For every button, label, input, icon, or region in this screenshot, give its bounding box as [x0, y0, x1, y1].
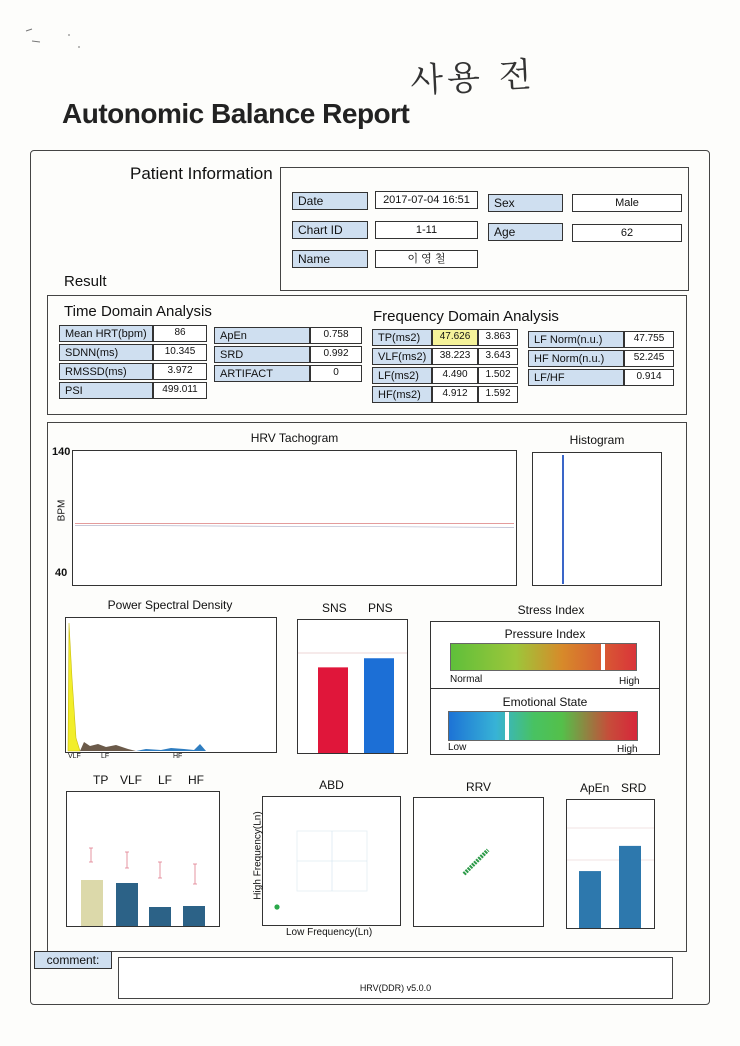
fd2-label-0: LF Norm(n.u.): [528, 331, 624, 348]
pressure-bar: [450, 643, 637, 671]
handwritten-note: 사용 전: [409, 54, 537, 102]
abd-xlabel: Low Frequency(Ln): [286, 927, 373, 938]
emotional-low-label: Low: [448, 742, 467, 753]
version-text: HRV(DDR) v5.0.0: [359, 983, 432, 993]
abd-chart: [262, 796, 401, 926]
tp-bar: [81, 880, 103, 926]
fd-label-3: HF(ms2): [372, 386, 432, 403]
td2-label-1: SRD: [214, 346, 310, 363]
band-bars-chart: [66, 791, 220, 927]
fd-value-0: 47.626: [432, 329, 478, 346]
fd-label-0: TP(ms2): [372, 329, 432, 346]
pns-bar: [364, 658, 394, 753]
result-heading: Result: [64, 273, 107, 290]
vlf-bar: [116, 883, 138, 926]
psd-hf-area: [136, 744, 206, 751]
td2-label-2: ARTIFACT: [214, 365, 310, 382]
sns-bar: [318, 667, 348, 753]
fd-value2-0: 3.863: [478, 329, 518, 346]
comment-label: comment:: [34, 951, 112, 969]
tachogram-ylabel: BPM: [56, 499, 68, 522]
age-value: 62: [572, 224, 682, 242]
date-value: 2017-07-04 16:51: [375, 191, 478, 209]
lf-error-bar: [158, 862, 162, 878]
tachogram-svg: [73, 451, 516, 585]
rrv-title: RRV: [465, 780, 492, 794]
tachogram-chart: [72, 450, 517, 586]
sex-value: Male: [572, 194, 682, 212]
pns-label: PNS: [368, 601, 393, 615]
td-value-0: 86: [153, 325, 207, 342]
pressure-high-label: High: [619, 676, 640, 687]
hf-bar: [183, 906, 205, 926]
fd-label-1: VLF(ms2): [372, 348, 432, 365]
frequency-domain-heading: Frequency Domain Analysis: [373, 308, 559, 325]
vlf-error-bar: [125, 852, 129, 868]
rrv-svg: [414, 798, 543, 926]
bars-hf-label: HF: [188, 773, 204, 787]
band-bars-svg: [67, 792, 219, 926]
report-title: Autonomic Balance Report: [62, 98, 410, 129]
date-label: Date: [292, 192, 368, 210]
rrv-scatter: [464, 850, 488, 874]
abd-point: [274, 904, 279, 909]
fd2-value-1: 52.245: [624, 350, 674, 367]
time-domain-heading: Time Domain Analysis: [64, 303, 212, 320]
td2-value-0: 0.758: [310, 327, 362, 344]
tachogram-ymin: 40: [55, 567, 68, 579]
fd2-value-0: 47.755: [624, 331, 674, 348]
apen-bar: [579, 871, 601, 928]
emotional-high-label: High: [617, 744, 638, 755]
patient-info-heading: Patient Information: [130, 164, 273, 183]
chart-id-value: 1-11: [375, 221, 478, 239]
histogram-title: Histogram: [569, 433, 625, 447]
hf-error-bar: [193, 864, 197, 884]
td-label-2: RMSSD(ms): [59, 363, 153, 380]
td-value-2: 3.972: [153, 363, 207, 380]
sns-pns-chart: [297, 619, 408, 754]
rrv-chart: [413, 797, 544, 927]
apen-label: ApEn: [580, 781, 610, 795]
stress-title: Stress Index: [517, 603, 585, 617]
td2-label-0: ApEn: [214, 327, 310, 344]
histogram-svg: [533, 453, 661, 585]
emotional-marker: [505, 712, 509, 740]
psd-lf-label: LF: [101, 753, 110, 760]
tachogram-ymax: 140: [52, 446, 71, 458]
pressure-normal-label: Normal: [450, 674, 483, 685]
pressure-marker: [601, 644, 605, 670]
emotional-title: Emotional State: [502, 695, 588, 709]
abd-svg: [263, 797, 400, 925]
name-label: Name: [292, 250, 368, 268]
tachogram-title: HRV Tachogram: [250, 431, 339, 445]
fd-value-2: 4.490: [432, 367, 478, 384]
tachogram-line-2: [75, 525, 514, 527]
fd-value-3: 4.912: [432, 386, 478, 403]
sns-pns-svg: [298, 620, 407, 753]
td-value-1: 10.345: [153, 344, 207, 361]
apen-srd-chart: [566, 799, 655, 929]
chart-id-label: Chart ID: [292, 221, 368, 239]
psd-title: Power Spectral Density: [107, 598, 233, 612]
td2-value-1: 0.992: [310, 346, 362, 363]
fd-value2-3: 1.592: [478, 386, 518, 403]
psd-hf-label: HF: [173, 753, 183, 760]
psd-vlf-area: [68, 623, 80, 751]
histogram-chart: [532, 452, 662, 586]
age-label: Age: [488, 223, 563, 241]
fd2-label-2: LF/HF: [528, 369, 624, 386]
psd-lf-area: [80, 742, 136, 751]
scribble-marks: [20, 25, 90, 55]
sns-label: SNS: [322, 601, 347, 615]
fd2-value-2: 0.914: [624, 369, 674, 386]
tp-error-bar: [89, 848, 93, 862]
emotional-bar: [448, 711, 638, 741]
fd-value2-2: 1.502: [478, 367, 518, 384]
td-label-0: Mean HRT(bpm): [59, 325, 153, 342]
fd2-label-1: HF Norm(n.u.): [528, 350, 624, 367]
abd-title: ABD: [319, 778, 344, 792]
sex-label: Sex: [488, 194, 563, 212]
name-value: 이 영 철: [375, 250, 478, 268]
bars-lf-label: LF: [158, 773, 173, 787]
srd-bar: [619, 846, 641, 928]
td2-value-2: 0: [310, 365, 362, 382]
apen-srd-svg: [567, 800, 654, 928]
td-label-1: SDNN(ms): [59, 344, 153, 361]
td-value-3: 499.011: [153, 382, 207, 399]
srd-label: SRD: [621, 781, 647, 795]
stress-divider: [430, 688, 660, 689]
abd-ylabel: High Frequency(Ln): [252, 811, 264, 900]
pressure-title: Pressure Index: [504, 627, 586, 641]
lf-bar: [149, 907, 171, 926]
fd-value2-1: 3.643: [478, 348, 518, 365]
bars-tp-label: TP: [93, 773, 109, 787]
psd-vlf-label: VLF: [68, 753, 81, 760]
bars-vlf-label: VLF: [120, 773, 143, 787]
psd-svg: [66, 618, 276, 752]
td-label-3: PSI: [59, 382, 153, 399]
fd-value-1: 38.223: [432, 348, 478, 365]
fd-label-2: LF(ms2): [372, 367, 432, 384]
psd-chart: [65, 617, 277, 753]
